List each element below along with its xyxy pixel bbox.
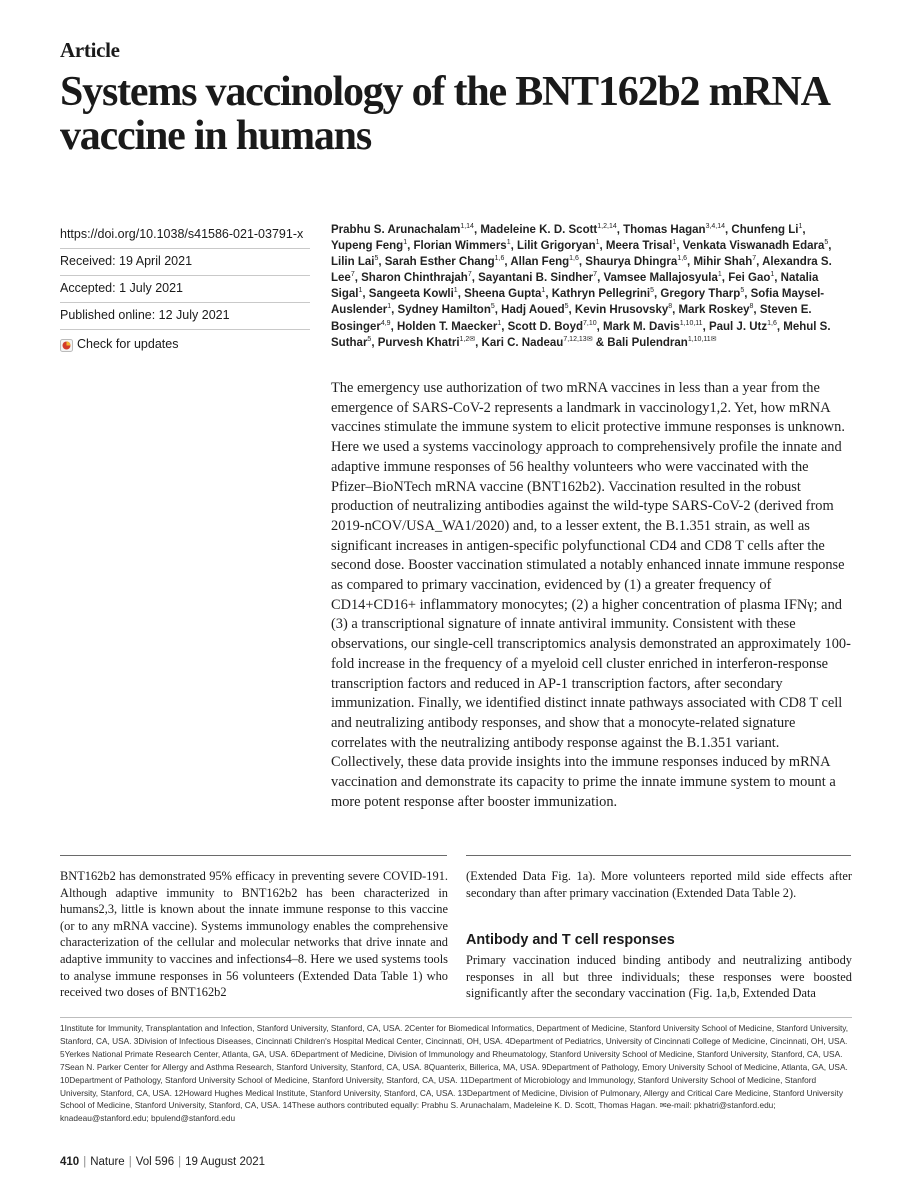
footer-separator: | [178, 1156, 182, 1168]
author-name: Steven E. Bosinger [331, 304, 812, 333]
author-affiliation: 5 [564, 303, 569, 311]
author-affiliation: 1 [672, 239, 677, 247]
abstract: The emergency use authorization of two mRNA vaccines in less than a year from the emergence of SARS-CoV-2 represents a landmark in vaccinology1,2. Yet, how mRNA vaccines stimulate the immune system to elicit protective immune responses is unknown. Here we used a systems vaccinology approach to comprehensively profile the innate and adaptive immune responses of 56 healthy volunteers who were vaccinated with the Pfizer–BioNTech mRNA vaccine (BNT162b2). Vaccination resulted in the robust production of neutralizing antibodies against the wild-type SARS-CoV-2 (derived from 2019-nCOV/USA_WA1/2020) and, to a lesser extent, the B.1.351 strain, as well as significant increases in antigen-specific polyfunctional CD4 and CD8 T cells after the second dose. Booster vaccination stimulated a notably enhanced innate immune response as compared to primary vaccination, evidenced by (1) a greater frequency of CD14+CD16+ inflammatory monocytes; (2) a higher concentration of plasma IFNγ; and (3) a transcriptional signature of innate antiviral immunity. Consistent with these observations, our single-cell transcriptomics analysis demonstrated an approximately 100-fold increase in the frequency of a myeloid cell cluster enriched in interferon-response transcription factors and reduced in AP-1 transcription factors, after secondary immunization. Finally, we identified distinct innate pathways associated with CD8 T cell and neutralizing antibody responses, and show that a monocyte-related signature correlates with the neutralizing antibody response against the B.1.351 variant. Collectively, these data provide insights into the immune responses induced by mRNA vaccination and demonstrate its capacity to prime the innate immune system to mount a more potent response after booster immunization. [331, 380, 851, 810]
footer-separator: | [128, 1156, 132, 1168]
author-name: Sheena Gupta [464, 288, 542, 301]
author-affiliation: 7 [350, 271, 355, 279]
accepted-date: Accepted: 1 July 2021 [60, 276, 310, 303]
page-footer [60, 1156, 265, 1168]
author-name: Paul J. Utz [708, 320, 768, 333]
author-affiliation: 1,6 [569, 255, 579, 263]
journal-name: Nature [90, 1156, 125, 1168]
author-affiliation: 1 [595, 239, 600, 247]
author-name: Madeleine K. D. Scott [480, 224, 598, 236]
author-affiliation: 1 [717, 271, 722, 279]
author-affiliation: 7,10 [583, 319, 597, 327]
author-affiliation: 8 [749, 303, 754, 311]
check-updates-label: Check for updates [77, 337, 179, 351]
author-affiliation: 1,6 [677, 255, 688, 263]
author-name: Mihir Shah [693, 256, 753, 269]
author-name: Purvesh Khatri [377, 336, 460, 349]
author-affiliation: 5 [740, 287, 745, 295]
author-affiliation: 5 [824, 239, 829, 247]
author-name: Lilin Lai [331, 256, 375, 269]
column-divider-right [466, 855, 851, 856]
check-updates-icon [60, 338, 73, 351]
author-name: Holden T. Maecker [396, 320, 498, 333]
author-affiliation: 3,4,14 [705, 223, 726, 231]
author-affiliation: 1,10,11✉ [687, 335, 717, 343]
body-text-right-column: (Extended Data Fig. 1a). More volunteers reported mild side effects after secondary than after primary vaccination (Extended Data Table 2). [466, 869, 852, 900]
author-affiliation: 7 [593, 271, 598, 279]
footer-separator: | [83, 1156, 87, 1168]
author-affiliation: 1,6 [767, 319, 777, 327]
author-name: Mark Roskey [678, 304, 750, 317]
check-for-updates-button[interactable] [60, 330, 310, 356]
received-date: Received: 19 April 2021 [60, 249, 310, 276]
footnote-divider [60, 1017, 852, 1018]
author-name: Fei Gao [728, 272, 771, 285]
author-affiliation: 1,14 [460, 223, 474, 231]
published-date: Published online: 12 July 2021 [60, 303, 310, 330]
author-name: Lilit Grigoryan [517, 240, 596, 253]
author-affiliation: 7 [752, 255, 757, 263]
body-text-left-column: BNT162b2 has demonstrated 95% efficacy in preventing severe COVID-191. Although adaptive immunity to BNT162b2 has been characterized in humans2,3, little is known about the innate immune response to this vaccine (or to any mRNA vaccine). Systems immunology enables the comprehensive characterization of the cellular and molecular networks that drive innate and adaptive immunity to vaccines and infections4–8. Here we used systems tools to analyse immune responses in 56 volunteers (Extended Data Table 1) who received two doses of BNT162b2 [60, 869, 448, 1000]
author-name: Thomas Hagan [623, 224, 706, 236]
author-affiliation: 1 [541, 287, 546, 295]
author-name: Natalia Sigal [331, 272, 819, 301]
author-affiliation: 1,6 [494, 255, 505, 263]
author-name: Yupeng Feng [331, 240, 404, 253]
author-name: Sydney Hamilton [397, 304, 491, 317]
author-name: Gregory Tharp [660, 288, 741, 301]
author-affiliation: 7 [467, 271, 472, 279]
article-type-label: Article [60, 38, 120, 62]
author-name: Sangeeta Kowli [368, 288, 454, 301]
author-affiliation: 8 [668, 303, 673, 311]
author-name: Venkata Viswanadh Edara [682, 240, 825, 253]
author-name: Allan Feng [510, 256, 570, 269]
author-name: Mark M. Davis [603, 320, 680, 333]
author-name: Shaurya Dhingra [585, 256, 678, 269]
author-affiliation: 1,2,14 [597, 223, 617, 231]
author-affiliation: 1 [506, 239, 511, 247]
author-affiliation: 1,10,11 [679, 319, 703, 327]
section-heading: Antibody and T cell responses [466, 932, 675, 948]
author-name: Florian Wimmers [413, 240, 507, 253]
author-name: Sofia Maysel-Auslender [331, 288, 825, 317]
author-affiliation: 5 [490, 303, 495, 311]
author-name: Chunfeng Li [731, 224, 799, 236]
author-affiliation: 5 [367, 335, 372, 343]
author-name: Scott D. Boyd [507, 320, 583, 333]
author-affiliation: 1 [798, 223, 803, 231]
author-list: Prabhu S. Arunachalam$^{1,14}$, Madeleine K. D. Scott$^{1,2,14}$, Thomas Hagan$^{3,4,14}$, Chunfeng Li$^1$, Yupeng Feng$^1$, Florian Wimmers$^1$, Lilit Grigoryan$^1$, Meera Trisal$^1$, Venkata Viswanadh Edara$^5$, Lilin Lai$^5$, Sarah Esther Chang$^{1,6}$, Allan Feng$^{1,6}$, Shaurya Dhingra$^{1,6}$, Mihir Shah$^7$, Alexandra S. Lee$^7$, Sharon Chinthrajah$^7$, Sayantani B. Sindher$^7$, Vamsee Mallajosyula$^1$, Fei Gao$^1$, Natalia Sigal$^1$, Sangeeta Kowli$^1$, Sheena Gupta$^1$, Kathryn Pellegrini$^5$, Gregory Tharp$^5$, Sofia Maysel-Auslender$^1$, Sydney Hamilton$^5$, Hadj Aoued$^5$, Kevin Hrusovsky$^8$, Mark Roskey$^8$, Steven E. Bosinger$^{4,9}$, Holden T. Maecker$^1$, Scott D. Boyd$^{7,10}$, Mark M. Davis$^{1,10,11}$, Paul J. Utz$^{1,6}$, Mehul S. Suthar$^5$, Purvesh Khatri$^{1,2✉}$, Kari C. Nadeau$^{7,12,13✉}$ & Bali Pulendran$^{1,10,11✉}$ [331, 223, 832, 349]
author-name: Mehul S. Suthar [331, 320, 831, 349]
author-affiliation: 1 [497, 319, 502, 327]
author-name: Sayantani B. Sindher [478, 272, 594, 285]
article-metadata [60, 222, 310, 356]
author-affiliation: 1,2✉ [459, 335, 476, 343]
author-affiliation: 7,12,13✉ [563, 335, 593, 343]
author-affiliation: 1 [770, 271, 775, 279]
author-affiliation: 5 [650, 287, 655, 295]
column-divider-left [60, 855, 447, 856]
affiliations-footnote: 1Institute for Immunity, Transplantation and Infection, Stanford University, Stanford, CA, USA. 2Center for Biomedical Informatics, Department of Medicine, Stanford University School of Medicine, Stanford University, Stanford, CA, USA. 3Division of Infectious Diseases, Cincinnati Children's Hospital Medical Center, Cincinnati, OH, USA. 4Department of Pediatrics, University of Cincinnati College of Medicine, Cincinnati, OH, USA. 5Yerkes National Primate Research Center, Atlanta, GA, USA. 6Department of Medicine, Division of Immunology and Rheumatology, Stanford University School of Medicine, Stanford University, Stanford, CA, USA. 7Sean N. Parker Center for Allergy and Asthma Research, Stanford University, Stanford, CA, USA. 8Quanterix, Billerica, MA, USA. 9Department of Pathology, Emory University School of Medicine, Atlanta, GA, USA. 10Department of Pathology, Stanford University School of Medicine, Stanford University, Stanford, CA, USA. 11Department of Microbiology and Immunology, Stanford University School of Medicine, Stanford University, Stanford, CA, USA. 12Howard Hughes Medical Institute, Stanford University, Stanford, CA, USA. 13Department of Medicine, Division of Pulmonary, Allergy and Critical Care Medicine, Stanford University School of Medicine, Stanford University, Stanford, CA, USA. 14These authors contributed equally: Prabhu S. Arunachalam, Madeleine K. D. Scott, Thomas Hagan. ✉e-mail: pkhatri@stanford.edu; knadeau@stanford.edu; bpulend@stanford.edu [60, 1023, 849, 1124]
author-affiliation: 1 [358, 287, 363, 295]
author-name: Kevin Hrusovsky [574, 304, 669, 317]
author-affiliation: 5 [374, 255, 379, 263]
author-name: & Bali Pulendran [595, 336, 688, 349]
issue-date: 19 August 2021 [185, 1156, 266, 1168]
body-text-right-column-2: Primary vaccination induced binding antibody and neutralizing antibody responses in all but three individuals; these responses were boosted significantly after the secondary vaccination (Fig. 1a,b, Extended Data [466, 953, 852, 1001]
author-name: Alexandra S. Lee [331, 256, 832, 285]
doi-link[interactable]: https://doi.org/10.1038/s41586-021-03791-x [60, 222, 310, 249]
page-number: 410 [60, 1156, 80, 1168]
author-name: Sharon Chinthrajah [361, 272, 468, 285]
author-name: Hadj Aoued [501, 304, 565, 317]
author-affiliation: 1 [403, 239, 408, 247]
author-affiliation: 4,9 [380, 319, 391, 327]
author-affiliation: 1 [453, 287, 458, 295]
author-name: Sarah Esther Chang [384, 256, 495, 269]
author-name: Kathryn Pellegrini [551, 288, 651, 301]
author-name: Vamsee Mallajosyula [603, 272, 718, 285]
author-name: Prabhu S. Arunachalam [331, 224, 461, 236]
journal-volume: Vol 596 [135, 1156, 175, 1168]
author-affiliation: 1 [387, 303, 392, 311]
page-title: Systems vaccinology of the BNT162b2 mRNA vaccine in humans [60, 69, 828, 159]
author-name: Kari C. Nadeau [481, 336, 564, 349]
author-name: Meera Trisal [605, 240, 673, 253]
